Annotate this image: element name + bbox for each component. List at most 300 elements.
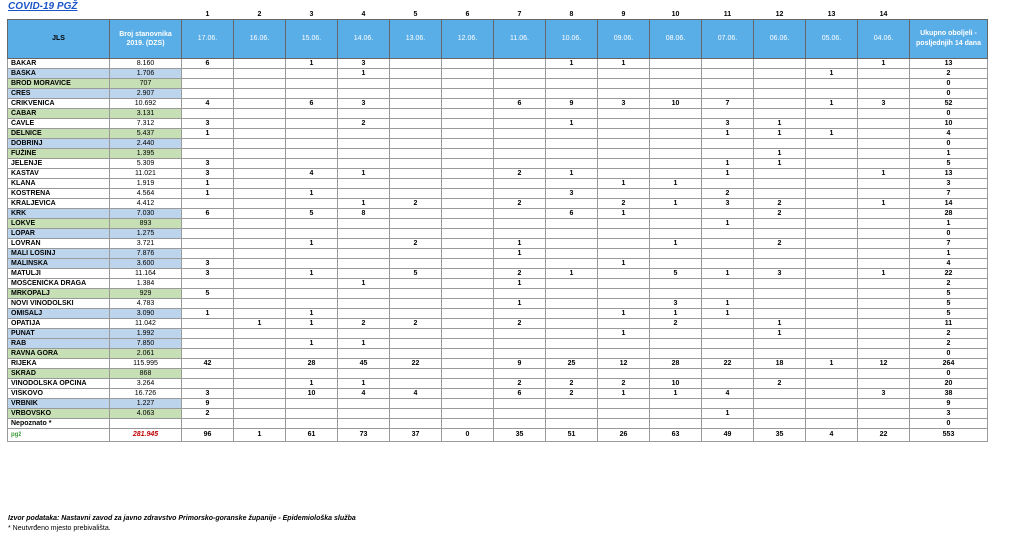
daily-cases <box>286 179 338 189</box>
daily-cases: 1 <box>182 309 234 319</box>
daily-cases: 1 <box>286 189 338 199</box>
source-note: Izvor podataka: Nastavni zavod za javno zdravstvo Primorsko-goranske županije - Epidemiološka služba <box>8 515 356 522</box>
daily-cases: 1 <box>546 169 598 179</box>
total-cases: 5 <box>910 309 988 319</box>
daily-cases: 1 <box>650 179 702 189</box>
daily-cases: 2 <box>338 319 390 329</box>
daily-cases <box>494 119 546 129</box>
daily-cases <box>754 279 806 289</box>
daily-cases <box>494 289 546 299</box>
daily-cases <box>858 119 910 129</box>
daily-cases <box>702 229 754 239</box>
daily-cases: 4 <box>390 389 442 399</box>
daily-cases: 1 <box>286 269 338 279</box>
municipality-name: VRBNIK <box>8 399 110 409</box>
daily-cases <box>806 139 858 149</box>
daily-cases <box>858 159 910 169</box>
daily-cases <box>494 59 546 69</box>
population-value: 893 <box>110 219 182 229</box>
daily-cases: 1 <box>598 329 650 339</box>
daily-cases: 2 <box>338 119 390 129</box>
daily-cases: 2 <box>598 379 650 389</box>
total-cases: 2 <box>910 339 988 349</box>
daily-cases <box>702 179 754 189</box>
daily-cases: 12 <box>598 359 650 369</box>
daily-cases: 1 <box>286 339 338 349</box>
daily-cases <box>234 299 286 309</box>
header-date: 09.06. <box>598 20 650 59</box>
daily-cases <box>650 59 702 69</box>
column-number: 13 <box>827 11 836 18</box>
daily-cases <box>338 369 390 379</box>
daily-cases <box>858 149 910 159</box>
daily-cases <box>650 259 702 269</box>
table-body <box>8 59 988 442</box>
daily-cases <box>546 259 598 269</box>
table-row <box>8 79 988 89</box>
daily-cases: 2 <box>546 389 598 399</box>
population-value: 10.692 <box>110 99 182 109</box>
daily-cases <box>494 159 546 169</box>
population-value: 3.600 <box>110 259 182 269</box>
daily-cases: 1 <box>598 209 650 219</box>
sum-row <box>8 429 988 442</box>
header-total: Ukupno oboljeli - posljednjih 14 dana <box>910 20 988 59</box>
daily-cases <box>598 89 650 99</box>
daily-cases: 1 <box>494 249 546 259</box>
daily-cases <box>598 109 650 119</box>
daily-cases <box>182 149 234 159</box>
daily-cases <box>598 139 650 149</box>
total-cases: 11 <box>910 319 988 329</box>
daily-cases <box>806 329 858 339</box>
daily-cases: 45 <box>338 359 390 369</box>
header-date: 14.06. <box>338 20 390 59</box>
daily-cases: 3 <box>702 199 754 209</box>
daily-cases <box>754 249 806 259</box>
daily-cases <box>234 379 286 389</box>
daily-cases <box>754 189 806 199</box>
daily-cases <box>858 189 910 199</box>
daily-cases <box>598 399 650 409</box>
daily-cases <box>390 419 442 429</box>
daily-cases: 1 <box>182 129 234 139</box>
daily-cases <box>234 109 286 119</box>
daily-cases <box>442 249 494 259</box>
daily-cases: 3 <box>546 189 598 199</box>
covid-cases-table <box>7 9 988 442</box>
daily-cases <box>182 319 234 329</box>
daily-cases <box>702 69 754 79</box>
daily-cases <box>234 79 286 89</box>
daily-cases <box>598 169 650 179</box>
municipality-name: BAŠKA <box>8 69 110 79</box>
population-value: 115.995 <box>110 359 182 369</box>
municipality-name: CRIKVENICA <box>8 99 110 109</box>
daily-cases <box>754 399 806 409</box>
daily-cases <box>598 129 650 139</box>
daily-cases <box>546 139 598 149</box>
daily-cases: 1 <box>286 319 338 329</box>
daily-cases <box>182 229 234 239</box>
daily-cases <box>858 259 910 269</box>
daily-cases <box>858 409 910 419</box>
daily-cases <box>754 69 806 79</box>
municipality-name: ČABAR <box>8 109 110 119</box>
daily-cases <box>806 279 858 289</box>
daily-cases <box>494 229 546 239</box>
municipality-name: KRK <box>8 209 110 219</box>
municipality-name: VIŠKOVO <box>8 389 110 399</box>
table-row <box>8 89 988 99</box>
population-value: 4.564 <box>110 189 182 199</box>
daily-cases <box>598 149 650 159</box>
daily-cases <box>546 179 598 189</box>
daily-cases <box>442 219 494 229</box>
daily-cases: 3 <box>858 389 910 399</box>
daily-cases <box>546 159 598 169</box>
daily-cases: 1 <box>546 59 598 69</box>
daily-cases <box>338 139 390 149</box>
daily-cases <box>390 139 442 149</box>
daily-cases <box>754 89 806 99</box>
daily-cases <box>546 149 598 159</box>
daily-cases <box>650 159 702 169</box>
daily-cases: 10 <box>286 389 338 399</box>
daily-cases <box>546 229 598 239</box>
daily-cases: 1 <box>338 379 390 389</box>
table-row <box>8 149 988 159</box>
total-cases: 2 <box>910 69 988 79</box>
total-cases: 1 <box>910 219 988 229</box>
daily-cases <box>858 239 910 249</box>
daily-cases <box>650 209 702 219</box>
daily-cases <box>806 59 858 69</box>
municipality-name: CRES <box>8 89 110 99</box>
header-date: 15.06. <box>286 20 338 59</box>
municipality-name: NOVI VINODOLSKI <box>8 299 110 309</box>
municipality-name: DOBRINJ <box>8 139 110 149</box>
daily-cases <box>338 179 390 189</box>
daily-cases <box>494 409 546 419</box>
daily-cases <box>182 419 234 429</box>
daily-cases <box>442 179 494 189</box>
daily-cases <box>442 369 494 379</box>
municipality-name: LOVRAN <box>8 239 110 249</box>
daily-cases <box>286 329 338 339</box>
table-row <box>8 319 988 329</box>
daily-cases <box>702 379 754 389</box>
daily-cases <box>390 309 442 319</box>
daily-cases <box>702 149 754 159</box>
daily-cases <box>546 129 598 139</box>
total-cases: 0 <box>910 369 988 379</box>
daily-cases <box>338 299 390 309</box>
daily-cases <box>702 329 754 339</box>
daily-cases <box>338 239 390 249</box>
daily-cases <box>858 289 910 299</box>
daily-cases <box>390 109 442 119</box>
daily-cases <box>338 249 390 259</box>
daily-cases <box>390 69 442 79</box>
daily-cases: 10 <box>650 99 702 109</box>
daily-cases <box>650 119 702 129</box>
municipality-name: VRBOVSKO <box>8 409 110 419</box>
municipality-name: OMIŠALJ <box>8 309 110 319</box>
population-value: 5.437 <box>110 129 182 139</box>
daily-cases <box>338 189 390 199</box>
sum-daily-cases: 0 <box>442 429 494 442</box>
daily-cases <box>182 369 234 379</box>
column-number: 11 <box>723 11 732 18</box>
daily-cases <box>390 149 442 159</box>
total-cases: 0 <box>910 139 988 149</box>
daily-cases <box>442 119 494 129</box>
daily-cases: 1 <box>182 189 234 199</box>
daily-cases <box>390 399 442 409</box>
header-jls: JLS <box>8 20 110 59</box>
daily-cases <box>338 289 390 299</box>
daily-cases <box>494 109 546 119</box>
daily-cases: 1 <box>546 119 598 129</box>
daily-cases <box>390 229 442 239</box>
daily-cases <box>754 59 806 69</box>
daily-cases <box>702 319 754 329</box>
daily-cases <box>858 79 910 89</box>
header-date: 16.06. <box>234 20 286 59</box>
daily-cases <box>390 79 442 89</box>
daily-cases <box>650 89 702 99</box>
daily-cases: 2 <box>390 199 442 209</box>
daily-cases <box>286 89 338 99</box>
daily-cases: 5 <box>390 269 442 279</box>
table-row <box>8 329 988 339</box>
daily-cases <box>338 399 390 409</box>
total-cases: 5 <box>910 289 988 299</box>
column-number: 3 <box>309 11 314 18</box>
daily-cases: 1 <box>286 309 338 319</box>
daily-cases <box>442 129 494 139</box>
sum-daily-cases: 96 <box>182 429 234 442</box>
daily-cases <box>650 79 702 89</box>
total-cases: 10 <box>910 119 988 129</box>
daily-cases <box>546 349 598 359</box>
daily-cases <box>806 119 858 129</box>
daily-cases <box>858 329 910 339</box>
total-cases: 0 <box>910 349 988 359</box>
daily-cases <box>390 329 442 339</box>
population-value: 7.030 <box>110 209 182 219</box>
daily-cases: 2 <box>494 199 546 209</box>
daily-cases <box>442 319 494 329</box>
total-cases: 22 <box>910 269 988 279</box>
daily-cases <box>494 349 546 359</box>
daily-cases <box>338 329 390 339</box>
daily-cases <box>546 319 598 329</box>
column-number: 9 <box>621 11 626 18</box>
daily-cases <box>286 149 338 159</box>
daily-cases <box>494 339 546 349</box>
column-number: 5 <box>413 11 418 18</box>
daily-cases <box>442 79 494 89</box>
table-row <box>8 99 988 109</box>
daily-cases <box>650 139 702 149</box>
daily-cases <box>390 349 442 359</box>
daily-cases <box>858 379 910 389</box>
daily-cases: 1 <box>598 389 650 399</box>
daily-cases <box>650 109 702 119</box>
daily-cases: 1 <box>650 199 702 209</box>
daily-cases <box>494 149 546 159</box>
population-value: 868 <box>110 369 182 379</box>
population-value: 11.021 <box>110 169 182 179</box>
daily-cases <box>754 339 806 349</box>
sum-daily-cases: 1 <box>234 429 286 442</box>
daily-cases <box>650 169 702 179</box>
table-row <box>8 169 988 179</box>
daily-cases <box>702 239 754 249</box>
page-title: COVID-19 PGŽ <box>8 1 78 12</box>
daily-cases <box>182 299 234 309</box>
daily-cases <box>546 309 598 319</box>
daily-cases <box>286 409 338 419</box>
population-value: 1.706 <box>110 69 182 79</box>
daily-cases <box>806 159 858 169</box>
daily-cases <box>806 189 858 199</box>
table-row <box>8 379 988 389</box>
daily-cases <box>442 389 494 399</box>
daily-cases <box>182 349 234 359</box>
column-number: 7 <box>517 11 522 18</box>
daily-cases <box>858 419 910 429</box>
total-cases: 1 <box>910 249 988 259</box>
daily-cases <box>442 239 494 249</box>
municipality-name: OPATIJA <box>8 319 110 329</box>
daily-cases <box>286 299 338 309</box>
daily-cases: 1 <box>338 339 390 349</box>
daily-cases: 3 <box>338 99 390 109</box>
daily-cases <box>598 119 650 129</box>
daily-cases <box>442 189 494 199</box>
daily-cases: 3 <box>650 299 702 309</box>
population-value: 11.042 <box>110 319 182 329</box>
daily-cases <box>234 349 286 359</box>
daily-cases <box>234 369 286 379</box>
daily-cases <box>494 419 546 429</box>
daily-cases <box>390 249 442 259</box>
daily-cases <box>702 279 754 289</box>
column-number: 10 <box>671 11 680 18</box>
daily-cases <box>390 279 442 289</box>
daily-cases <box>390 219 442 229</box>
daily-cases: 4 <box>286 169 338 179</box>
municipality-name: PUNAT <box>8 329 110 339</box>
table-row <box>8 389 988 399</box>
daily-cases <box>546 239 598 249</box>
daily-cases <box>598 219 650 229</box>
population-value: 1.395 <box>110 149 182 159</box>
daily-cases: 6 <box>286 99 338 109</box>
daily-cases <box>494 259 546 269</box>
daily-cases <box>598 159 650 169</box>
population-value: 3.264 <box>110 379 182 389</box>
daily-cases <box>442 379 494 389</box>
table-row <box>8 129 988 139</box>
daily-cases <box>806 389 858 399</box>
total-cases: 20 <box>910 379 988 389</box>
daily-cases <box>546 219 598 229</box>
table-row <box>8 229 988 239</box>
municipality-name: FUŽINE <box>8 149 110 159</box>
daily-cases <box>442 399 494 409</box>
daily-cases <box>182 199 234 209</box>
daily-cases: 1 <box>546 269 598 279</box>
daily-cases <box>806 419 858 429</box>
daily-cases <box>182 139 234 149</box>
daily-cases: 1 <box>338 69 390 79</box>
population-value: 4.063 <box>110 409 182 419</box>
table-row <box>8 189 988 199</box>
daily-cases: 1 <box>598 309 650 319</box>
daily-cases: 5 <box>182 289 234 299</box>
daily-cases <box>858 129 910 139</box>
header-date: 04.06. <box>858 20 910 59</box>
total-cases: 5 <box>910 159 988 169</box>
daily-cases <box>546 289 598 299</box>
daily-cases <box>390 159 442 169</box>
sum-total: 553 <box>910 429 988 442</box>
daily-cases <box>494 209 546 219</box>
population-value: 707 <box>110 79 182 89</box>
table-row <box>8 179 988 189</box>
daily-cases <box>650 339 702 349</box>
daily-cases <box>286 289 338 299</box>
daily-cases: 1 <box>858 269 910 279</box>
daily-cases <box>858 179 910 189</box>
daily-cases <box>754 139 806 149</box>
daily-cases <box>598 289 650 299</box>
daily-cases <box>702 259 754 269</box>
daily-cases <box>182 329 234 339</box>
daily-cases <box>754 79 806 89</box>
daily-cases <box>338 219 390 229</box>
daily-cases: 1 <box>286 379 338 389</box>
daily-cases <box>234 199 286 209</box>
table-row <box>8 349 988 359</box>
daily-cases <box>234 139 286 149</box>
municipality-name: ČAVLE <box>8 119 110 129</box>
daily-cases <box>390 299 442 309</box>
daily-cases: 2 <box>494 169 546 179</box>
population-value: 11.164 <box>110 269 182 279</box>
daily-cases: 3 <box>702 119 754 129</box>
daily-cases <box>286 369 338 379</box>
daily-cases: 1 <box>702 129 754 139</box>
daily-cases: 2 <box>754 239 806 249</box>
daily-cases <box>494 219 546 229</box>
daily-cases <box>598 419 650 429</box>
daily-cases: 3 <box>598 99 650 109</box>
daily-cases: 1 <box>702 169 754 179</box>
daily-cases: 2 <box>546 379 598 389</box>
daily-cases <box>754 219 806 229</box>
daily-cases <box>286 279 338 289</box>
daily-cases <box>494 189 546 199</box>
daily-cases <box>442 279 494 289</box>
table-row <box>8 139 988 149</box>
daily-cases: 1 <box>702 409 754 419</box>
column-number: 12 <box>775 11 784 18</box>
